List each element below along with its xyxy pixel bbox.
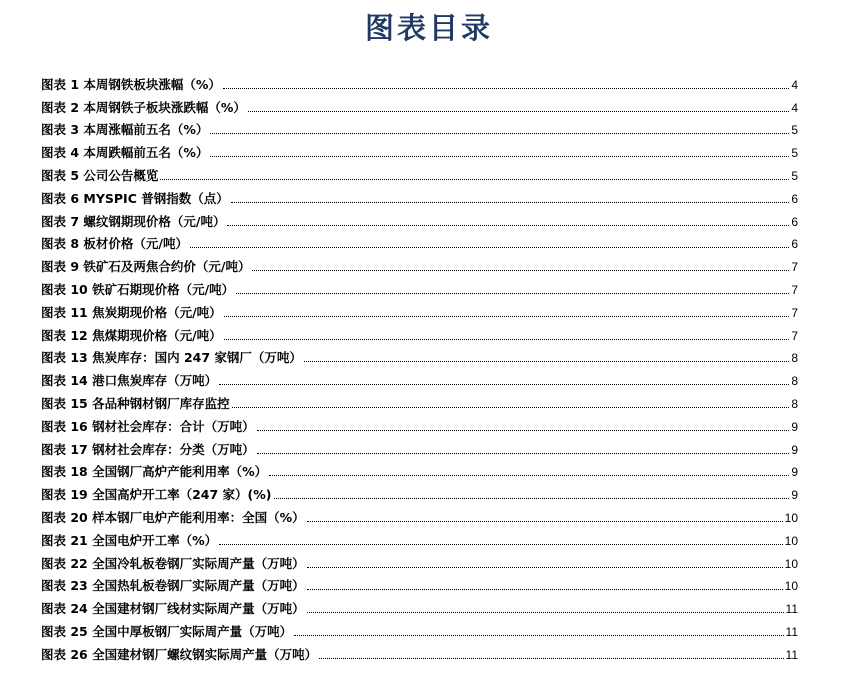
toc-entry-page-number[interactable]: 7	[791, 260, 798, 275]
toc-entry[interactable]	[41, 343, 798, 366]
toc-entry-label[interactable]: 图表 25 全国中厚板钢厂实际周产量（万吨）	[41, 623, 293, 639]
toc-dot-leader	[160, 178, 789, 180]
toc-entry[interactable]	[41, 525, 798, 548]
toc-entry-label[interactable]: 图表 22 全国冷轧板卷钢厂实际周产量（万吨）	[41, 555, 305, 571]
toc-dot-leader	[219, 383, 789, 385]
toc-entry-label[interactable]: 图表 11 焦炭期现价格（元/吨）	[41, 304, 222, 320]
toc-entry-label[interactable]: 图表 1 本周钢铁板块涨幅（%）	[41, 76, 221, 92]
toc-entry-page-number[interactable]: 10	[784, 533, 798, 548]
toc-entry-label[interactable]: 图表 3 本周涨幅前五名（%）	[41, 122, 209, 138]
toc-entry[interactable]	[41, 479, 798, 502]
toc-entry[interactable]	[41, 251, 798, 274]
toc-entry[interactable]	[41, 115, 798, 138]
toc-entry[interactable]	[41, 160, 798, 183]
toc-entry[interactable]	[41, 206, 798, 229]
toc-entry-page-number[interactable]: 8	[791, 374, 798, 389]
toc-dot-leader	[236, 292, 789, 294]
toc-entry-page-number[interactable]: 10	[784, 579, 798, 594]
toc-entry-page-number[interactable]: 10	[784, 556, 798, 571]
toc-entry-page-number[interactable]: 8	[791, 396, 798, 411]
toc-entry-page-number[interactable]: 6	[791, 191, 798, 206]
toc-dot-leader	[307, 566, 783, 568]
toc-entry-page-number[interactable]: 4	[791, 77, 798, 92]
toc-entry[interactable]	[41, 434, 798, 457]
toc-entry-page-number[interactable]: 6	[791, 214, 798, 229]
toc-dot-leader	[257, 452, 790, 454]
toc-dot-leader	[232, 406, 790, 408]
toc-entry-page-number[interactable]: 11	[785, 602, 798, 617]
toc-entry-label[interactable]: 图表 24 全国建材钢厂线材实际周产量（万吨）	[41, 601, 305, 617]
toc-entry[interactable]	[41, 571, 798, 594]
toc-entry-page-number[interactable]: 7	[791, 305, 798, 320]
toc-entry-label[interactable]: 图表 15 各品种钢材钢厂库存监控	[41, 395, 230, 411]
toc-entry-label[interactable]: 图表 19 全国高炉开工率（247 家）(%)	[41, 487, 272, 503]
toc-dot-leader	[269, 474, 789, 476]
toc-entry-page-number[interactable]: 5	[791, 146, 798, 161]
toc-entry-label[interactable]: 图表 10 铁矿石期现价格（元/吨）	[41, 281, 235, 297]
toc-entry[interactable]	[41, 548, 798, 571]
toc-entry-label[interactable]: 图表 4 本周跌幅前五名（%）	[41, 145, 209, 161]
toc-entry-page-number[interactable]: 5	[791, 168, 798, 183]
toc-dot-leader	[210, 155, 789, 157]
toc-entry-label[interactable]: 图表 17 钢材社会库存：分类（万吨）	[41, 441, 255, 457]
page-title: 图表目录	[364, 11, 493, 45]
toc-dot-leader	[294, 634, 783, 636]
toc-entry-label[interactable]: 图表 14 港口焦炭库存（万吨）	[41, 373, 218, 389]
toc-entry[interactable]	[41, 411, 798, 434]
toc-entry-label[interactable]: 图表 23 全国热轧板卷钢厂实际周产量（万吨）	[41, 578, 305, 594]
toc-entry-page-number[interactable]: 5	[791, 123, 798, 138]
toc-entry[interactable]	[41, 616, 798, 639]
toc-entry-page-number[interactable]: 4	[791, 100, 798, 115]
toc-entry[interactable]	[41, 69, 798, 92]
toc-entry[interactable]	[41, 92, 798, 115]
table-of-figures	[41, 69, 798, 662]
toc-entry[interactable]	[41, 388, 798, 411]
toc-entry-label[interactable]: 图表 21 全国电炉开工率（%）	[41, 532, 218, 548]
toc-dot-leader	[307, 611, 784, 613]
toc-entry-page-number[interactable]: 8	[791, 351, 798, 366]
toc-entry[interactable]	[41, 502, 798, 525]
toc-entry-page-number[interactable]: 9	[791, 419, 798, 434]
toc-entry-label[interactable]: 图表 8 板材价格（元/吨）	[41, 236, 188, 252]
toc-dot-leader	[248, 110, 789, 112]
toc-entry-label[interactable]: 图表 18 全国钢厂高炉产能利用率（%）	[41, 464, 268, 480]
toc-entry-page-number[interactable]: 9	[791, 488, 798, 503]
toc-dot-leader	[274, 497, 790, 499]
toc-entry-label[interactable]: 图表 6 MYSPIC 普钢指数（点）	[41, 190, 229, 206]
toc-dot-leader	[223, 87, 789, 89]
toc-entry-page-number[interactable]: 9	[791, 465, 798, 480]
toc-entry-page-number[interactable]: 7	[791, 328, 798, 343]
toc-entry[interactable]	[41, 457, 798, 480]
toc-dot-leader	[224, 338, 790, 340]
toc-entry[interactable]	[41, 297, 798, 320]
toc-entry[interactable]	[41, 229, 798, 252]
toc-entry-label[interactable]: 图表 13 焦炭库存：国内 247 家钢厂（万吨）	[41, 350, 302, 366]
toc-entry[interactable]	[41, 593, 798, 616]
toc-entry-label[interactable]: 图表 9 铁矿石及两焦合约价（元/吨）	[41, 259, 251, 275]
toc-entry[interactable]	[41, 365, 798, 388]
toc-dot-leader	[307, 588, 783, 590]
toc-dot-leader	[252, 269, 789, 271]
toc-entry-label[interactable]: 图表 12 焦煤期现价格（元/吨）	[41, 327, 222, 343]
toc-entry-label[interactable]: 图表 26 全国建材钢厂螺纹钢实际周产量（万吨）	[41, 646, 318, 662]
toc-entry-page-number[interactable]: 11	[785, 647, 798, 662]
toc-entry-label[interactable]: 图表 16 钢材社会库存：合计（万吨）	[41, 418, 255, 434]
toc-dot-leader	[304, 360, 789, 362]
toc-dot-leader	[219, 543, 783, 545]
toc-entry-label[interactable]: 图表 7 螺纹钢期现价格（元/吨）	[41, 213, 226, 229]
toc-dot-leader	[257, 429, 790, 431]
toc-entry-page-number[interactable]: 11	[785, 624, 798, 639]
toc-dot-leader	[231, 201, 790, 203]
toc-entry-label[interactable]: 图表 5 公司公告概览	[41, 167, 159, 183]
toc-entry-page-number[interactable]: 10	[784, 510, 798, 525]
toc-entry[interactable]	[41, 274, 798, 297]
toc-entry-label[interactable]: 图表 20 样本钢厂电炉产能利用率：全国（%）	[41, 509, 305, 525]
toc-entry-page-number[interactable]: 9	[791, 442, 798, 457]
toc-entry[interactable]	[41, 639, 798, 662]
toc-dot-leader	[307, 520, 783, 522]
toc-entry[interactable]	[41, 137, 798, 160]
toc-dot-leader	[227, 224, 789, 226]
toc-entry[interactable]	[41, 183, 798, 206]
toc-dot-leader	[190, 246, 789, 248]
toc-entry-label[interactable]: 图表 2 本周钢铁子板块涨跌幅（%）	[41, 99, 246, 115]
toc-dot-leader	[224, 315, 790, 317]
toc-entry-page-number[interactable]: 7	[791, 282, 798, 297]
toc-dot-leader	[210, 132, 789, 134]
toc-entry-page-number[interactable]: 6	[791, 237, 798, 252]
toc-entry[interactable]	[41, 320, 798, 343]
toc-dot-leader	[319, 657, 783, 659]
